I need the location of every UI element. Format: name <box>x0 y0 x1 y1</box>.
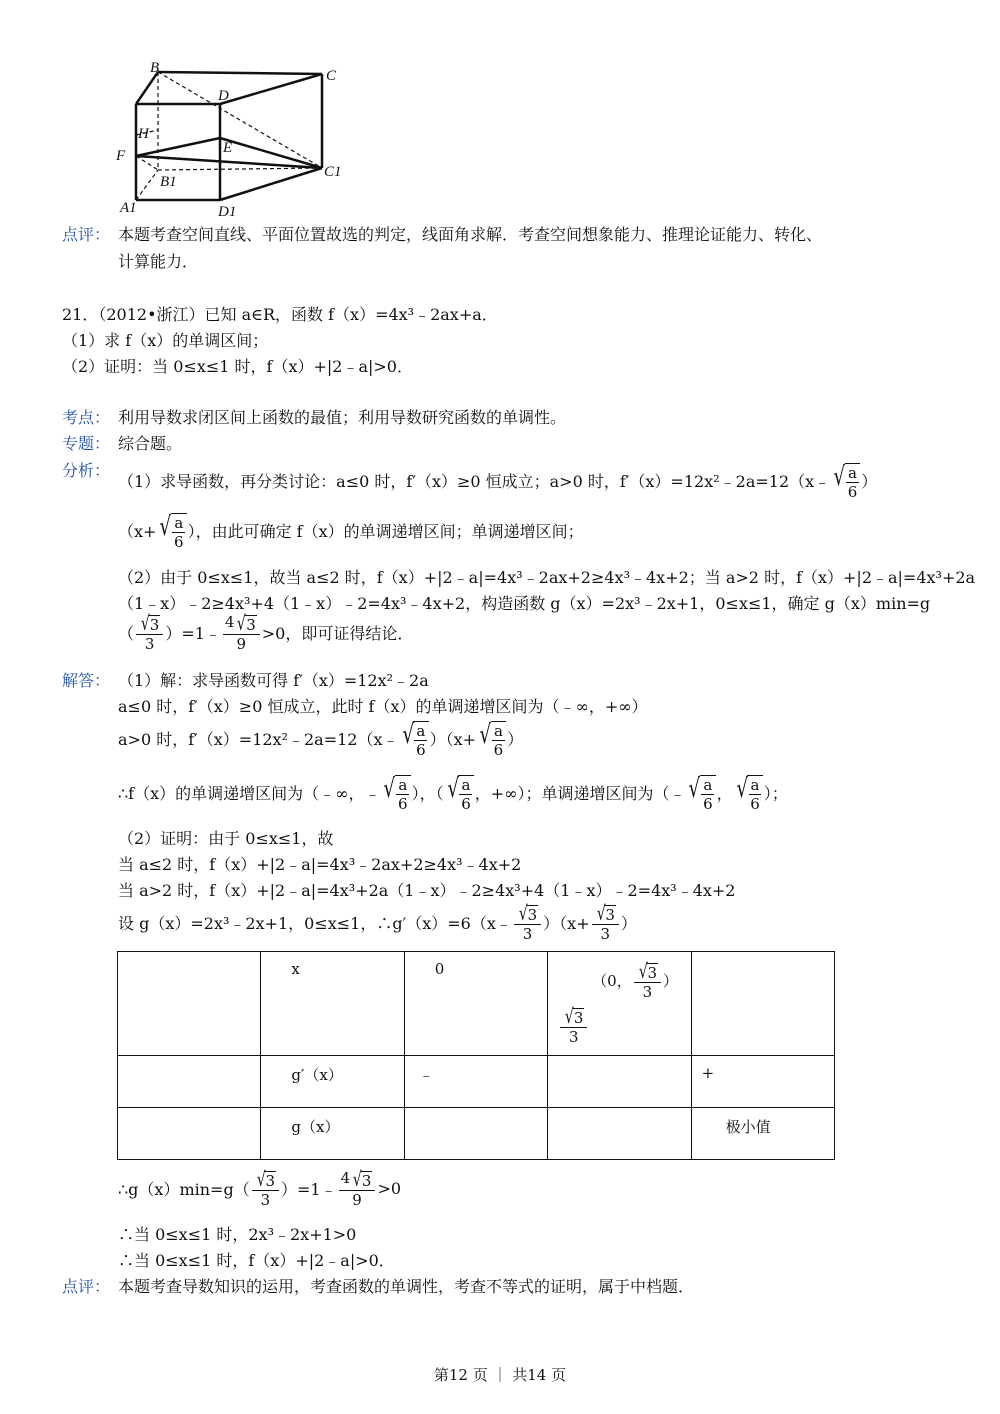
jieda-label: 解答： <box>62 671 111 690</box>
figure-label-e: E <box>223 140 233 156</box>
table-cell: g（x） <box>261 1108 404 1160</box>
figure-label-f: F <box>116 148 126 164</box>
table-row <box>118 952 835 1056</box>
kaodian-text: 利用导数求闭区间上函数的最值；利用导数研究函数的单调性。 <box>118 408 567 427</box>
problem-part2: （2）证明：当 0≤x≤1 时，f（x）+|2﹣a|>0． <box>62 357 413 376</box>
fenxi-label: 分析： <box>62 461 111 480</box>
jieda-line3: a>0 时，f′（x）=12x²﹣2a=12（x﹣ √ $\frac{a}{6}$ ）（x+ √ $\frac{a}{6}$ ） <box>118 720 524 759</box>
table-cell: + <box>691 1056 834 1108</box>
kaodian-label: 考点： <box>62 408 111 427</box>
table-cell <box>691 952 834 1056</box>
figure-label-b: B <box>150 60 160 76</box>
problem-statement: 21．（2012•浙江）已知 a∈R，函数 f（x）=4x³﹣2ax+a． <box>62 305 498 324</box>
figure-label-d: D <box>218 88 229 104</box>
jieda-line1: （1）解：求导函数可得 f′（x）=12x²﹣2a <box>118 671 429 690</box>
jieda-line4: ∴f（x）的单调递增区间为（﹣∞，﹣ √ $\frac{a}{6}$ ），（ √ $\frac{a}{6}$ ，+∞）；单调递增区间为（﹣ √ $\frac{a}{6}$ ， √ $\frac{a}{6}$ ）； <box>118 774 788 813</box>
figure-label-d1: D1 <box>218 204 237 220</box>
table-cell <box>118 1108 261 1160</box>
geometry-figure <box>110 60 350 220</box>
table-cell <box>548 1108 691 1160</box>
dianping-label: 点评： <box>62 1277 111 1296</box>
zhuanti-text: 综合题。 <box>118 434 183 453</box>
prev-comment-line1: 本题考查空间直线、平面位置故选的判定，线面角求解．考查空间想象能力、推理论证能力、转化、 <box>118 225 823 244</box>
table-row <box>118 1056 835 1108</box>
table-cell: 0 <box>404 952 547 1056</box>
page-footer: 第12 页 ｜ 共14 页 <box>433 1366 567 1384</box>
sign-table <box>117 951 835 1160</box>
figure-label-h: H <box>138 126 149 142</box>
jieda-line11: ∴当 0≤x≤1 时，f（x）+|2﹣a|>0． <box>118 1251 395 1270</box>
table-cell: 极小值 <box>691 1108 834 1160</box>
zhuanti-label: 专题： <box>62 434 111 453</box>
jieda-line2: a≤0 时，f′（x）≥0 恒成立，此时 f（x）的单调递增区间为（﹣∞，+∞） <box>118 697 648 716</box>
jieda-line9: ∴g（x）min=g（ √ 3 3 ）=1﹣ 4 √ 3 9 >0 <box>118 1167 402 1209</box>
prev-comment-line2: 计算能力． <box>118 252 199 271</box>
jieda-line7: 当 a>2 时，f（x）+|2﹣a|=4x³+2a（1﹣x）﹣2≥4x³+4（1﹣x）﹣2=4x³﹣4x+2 <box>118 881 736 900</box>
figure-label-a1: A1 <box>120 200 137 216</box>
table-cell <box>548 1056 691 1108</box>
figure-label-c1: C1 <box>324 164 342 180</box>
problem-part1: （1）求 f（x）的单调区间； <box>62 331 269 350</box>
figure-label-c: C <box>326 68 337 84</box>
fenxi-line1: （1）求导函数，再分类讨论：a≤0 时，f′（x）≥0 恒成立；a>0 时，f′（x）=12x²﹣2a=12（x﹣ √ $\frac{a}{6}$ ） <box>118 462 878 501</box>
fenxi-line5: （ √ 3 3 ）=1﹣ 4 √ 3 9 >0，即可证得结论． <box>118 611 414 653</box>
table-cell: g′（x） <box>261 1056 404 1108</box>
table-cell: x <box>261 952 404 1056</box>
table-cell: ﹣ <box>404 1056 547 1108</box>
jieda-line8: 设 g（x）=2x³﹣2x+1，0≤x≤1，∴g′（x）=6（x﹣ √ 3 3 ）（x+ √ 3 3 ） <box>118 901 637 943</box>
fenxi-line2: （x+ √ $\frac{a}{6}$ ），由此可确定 f（x）的单调递增区间；单调递增区间； <box>118 512 584 551</box>
dianping-text: 本题考查导数知识的运用，考查函数的单调性，考查不等式的证明，属于中档题． <box>118 1277 695 1296</box>
table-cell <box>118 952 261 1056</box>
table-row <box>118 1108 835 1160</box>
table-cell: （0， √ 3 3 ） √ 3 3 <box>548 952 691 1056</box>
jieda-line5: （2）证明：由于 0≤x≤1，故 <box>118 829 334 848</box>
fenxi-line3: （2）由于 0≤x≤1，故当 a≤2 时，f（x）+|2﹣a|=4x³﹣2ax+2≥4x³﹣4x+2；当 a>2 时，f（x）+|2﹣a|=4x³+2a <box>118 568 976 587</box>
jieda-line6: 当 a≤2 时，f（x）+|2﹣a|=4x³﹣2ax+2≥4x³﹣4x+2 <box>118 855 522 874</box>
jieda-line10: ∴当 0≤x≤1 时，2x³﹣2x+1>0 <box>118 1225 357 1244</box>
table-cell <box>118 1056 261 1108</box>
table-cell <box>404 1108 547 1160</box>
figure-label-b1: B1 <box>160 174 177 190</box>
prev-comment-label: 点评： <box>62 225 111 244</box>
fenxi-line4: （1﹣x）﹣2≥4x³+4（1﹣x）﹣2=4x³﹣4x+2，构造函数 g（x）=2x³﹣2x+1，0≤x≤1，确定 g（x）min=g <box>118 594 931 613</box>
